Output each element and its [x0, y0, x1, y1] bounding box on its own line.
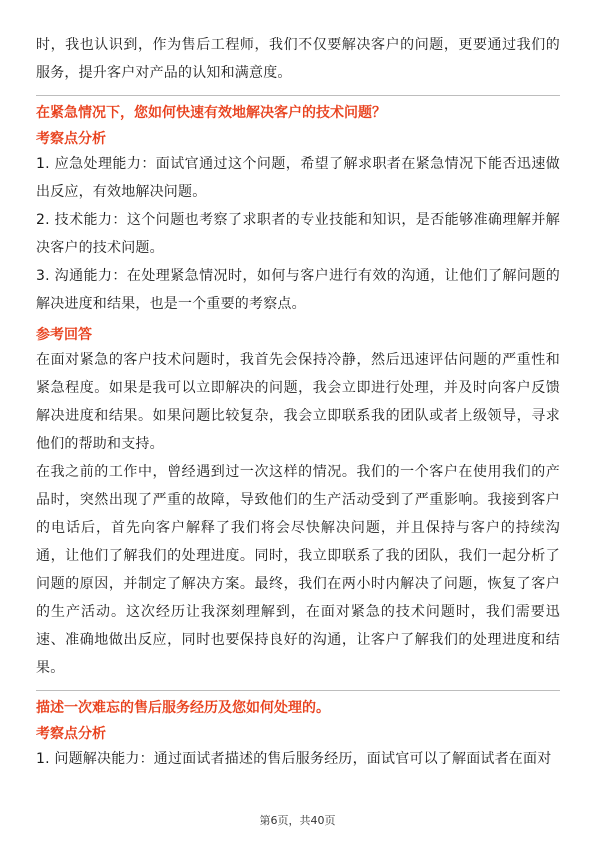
- page-content: [36, 31, 560, 773]
- intro-paragraph: 时，我也认识到，作为售后工程师，我们不仅要解决客户的问题，更要通过我们的服务，提升客户对产品的认知和满意度。: [36, 37, 560, 81]
- analysis-item: 2. 技术能力：这个问题也考察了求职者的专业技能和知识，是否能够准确理解并解决客户的技术问题。: [36, 212, 560, 256]
- analysis-item: 3. 沟通能力：在处理紧急情况时，如何与客户进行有效的沟通，让他们了解问题的解决进度和结果，也是一个重要的考察点。: [36, 268, 560, 312]
- section-divider: [36, 95, 560, 96]
- answer-label: 参考回答: [36, 327, 92, 343]
- answer-paragraph: 在我之前的工作中，曾经遇到过一次这样的情况。我们的一个客户在使用我们的产品时，突然出现了严重的故障，导致他们的生产活动受到了严重影响。我接到客户的电话后，首先向客户解释了我们将会尽快解决问题，并且保持与客户的持续沟通，让他们了解我们的处理进度。同时，我立即联系了我的团队，我们一起分析了问题的原因，并制定了解决方案。最终，我们在两小时内解决了问题，恢复了客户的生产活动。这次经历让我深刻理解到，在面对紧急的技术问题时，我们需要迅速、准确地做出反应，同时也要保持良好的沟通，让客户了解我们的处理进度和结果。: [36, 464, 560, 676]
- analysis-label: 考察点分析: [36, 131, 106, 147]
- question-title: 描述一次难忘的售后服务经历及您如何处理的。: [36, 700, 330, 716]
- answer-paragraph: 在面对紧急的客户技术问题时，我首先会保持冷静，然后迅速评估问题的严重性和紧急程度。如果是我可以立即解决的问题，我会立即进行处理，并及时向客户反馈解决进度和结果。如果问题比较复杂，我会立即联系我的团队或者上级领导，寻求他们的帮助和支持。: [36, 352, 560, 452]
- analysis-item: 1. 问题解决能力：通过面试者描述的售后服务经历，面试官可以了解面试者在面对: [36, 751, 552, 767]
- analysis-label: 考察点分析: [36, 726, 106, 742]
- analysis-item: 1. 应急处理能力：面试官通过这个问题，希望了解求职者在紧急情况下能否迅速做出反应，有效地解决问题。: [36, 156, 560, 200]
- question-title: 在紧急情况下，您如何快速有效地解决客户的技术问题？: [36, 105, 386, 121]
- page-footer: 第6页，共40页: [259, 814, 336, 827]
- section-divider: [36, 690, 560, 691]
